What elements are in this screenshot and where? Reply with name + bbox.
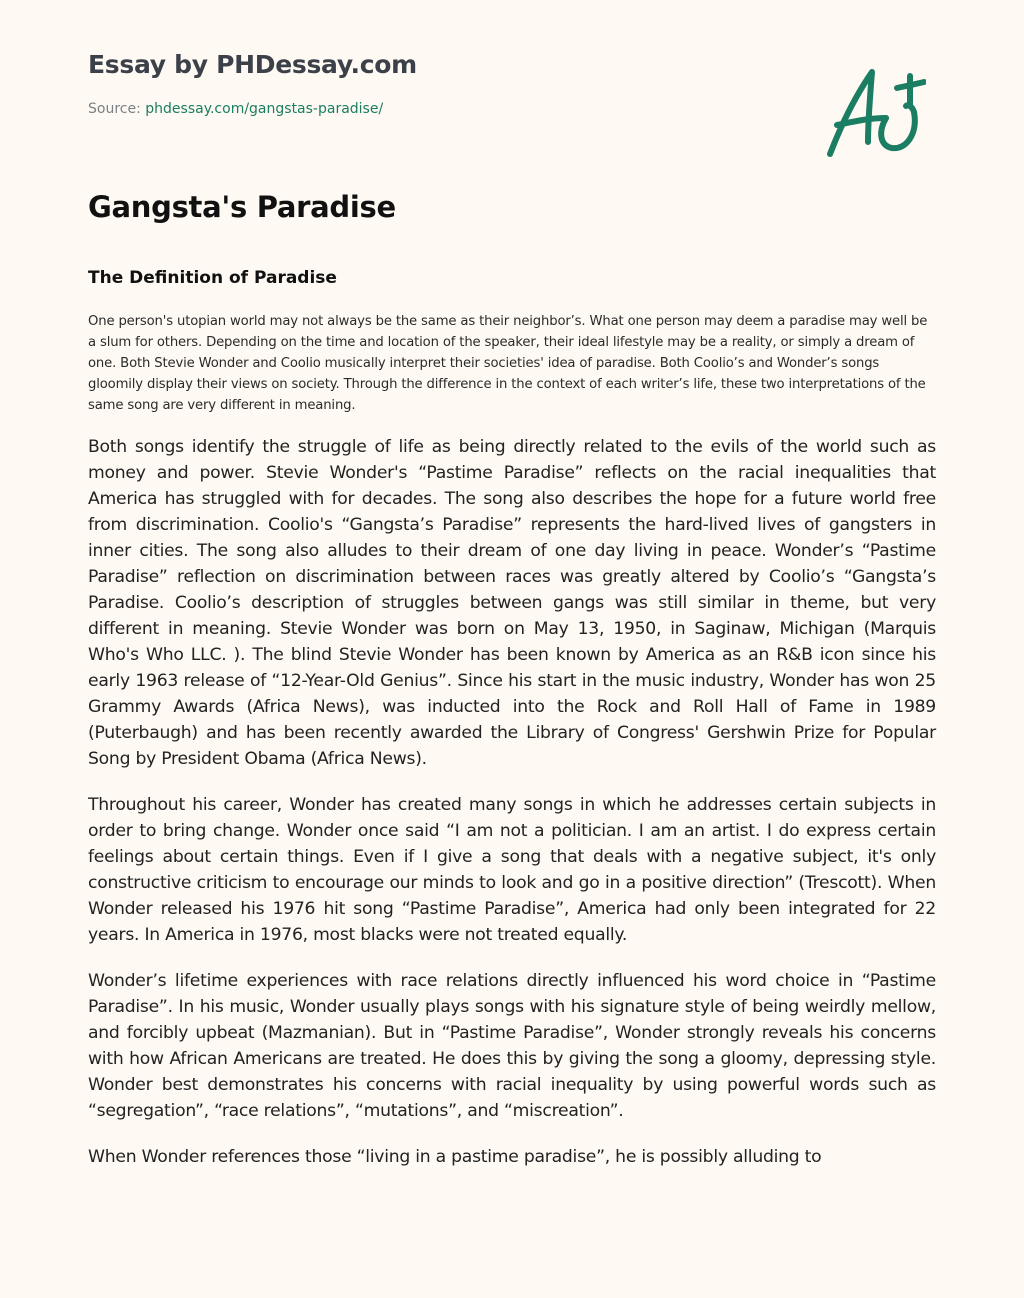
source-label: Source: <box>88 101 146 117</box>
article-body <box>88 434 936 1170</box>
a-plus-grade-icon <box>826 62 926 162</box>
section-heading: The Definition of Paradise <box>88 268 337 288</box>
body-paragraph: Throughout his career, Wonder has created many songs in which he addresses certain subjects in order to bring change. Wonder once said “I am not a politician. I am an artist. I do express certain feelings about certain things. Even if I give a song that deals with a negative subject, it's only constructive criticism to encourage our minds to look and go in a positive direction” (Trescott). When Wonder released his 1976 hit song “Pastime Paradise”, America had only been integrated for 22 years. In America in 1976, most blacks were not treated equally. <box>88 795 936 945</box>
body-paragraph: When Wonder references those “living in a pastime paradise”, he is possibly alluding to <box>88 1147 822 1167</box>
essay-page <box>88 0 936 1167</box>
brand-title: Essay by PHDessay.com <box>88 50 417 79</box>
intro-paragraph: One person's utopian world may not always be the same as their neighbor’s. What one person may deem a paradise may well be a slum for others. Depending on the time and location of the speaker, their ideal lifestyle may be a reality, or simply a dream of one. Both Stevie Wonder and Coolio musically interpret their societies' idea of paradise. Both Coolio’s and Wonder’s songs gloomily display their views on society. Through the difference in the context of each writer’s life, these two interpretations of the same song are very different in meaning. <box>88 314 928 413</box>
source-link[interactable]: phdessay.com/gangstas-paradise/ <box>145 101 384 117</box>
site-header <box>88 0 936 160</box>
page-title: Gangsta's Paradise <box>88 190 396 224</box>
body-paragraph: Both songs identify the struggle of life as being directly related to the evils of the world such as money and power. Stevie Wonder's “Pastime Paradise” reflects on the racial inequalities that America has struggled with for decades. The song also describes the hope for a future world free from discrimination. Coolio's “Gangsta’s Paradise” represents the hard-lived lives of gangsters in inner cities. The song also alludes to their dream of one day living in peace. Wonder’s “Pastime Paradise” reflection on discrimination between races was greatly altered by Coolio’s “Gangsta’s Paradise. Coolio’s description of struggles between gangs was still similar in theme, but very different in meaning. Stevie Wonder was born on May 13, 1950, in Saginaw, Michigan (Marquis Who's Who LLC. ). The blind Stevie Wonder has been known by America as an R&B icon since his early 1963 release of “12-Year-Old Genius”. Since his start in the music industry, Wonder has won 25 Grammy Awards (Africa News), was inducted into the Rock and Roll Hall of Fame in 1989 (Puterbaugh) and has been recently awarded the Library of Congress' Gershwin Prize for Popular Song by President Obama (Africa News). <box>88 437 936 769</box>
source-line <box>88 101 383 117</box>
body-paragraph: Wonder’s lifetime experiences with race relations directly influenced his word choice in “Pastime Paradise”. In his music, Wonder usually plays songs with his signature style of being weirdly mellow, and forcibly upbeat (Mazmanian). But in “Pastime Paradise”, Wonder strongly reveals his concerns with how African Americans are treated. He does this by giving the song a gloomy, depressing style. Wonder best demonstrates his concerns with racial inequality by using powerful words such as “segregation”, “race relations”, “mutations”, and “miscreation”. <box>88 971 936 1121</box>
